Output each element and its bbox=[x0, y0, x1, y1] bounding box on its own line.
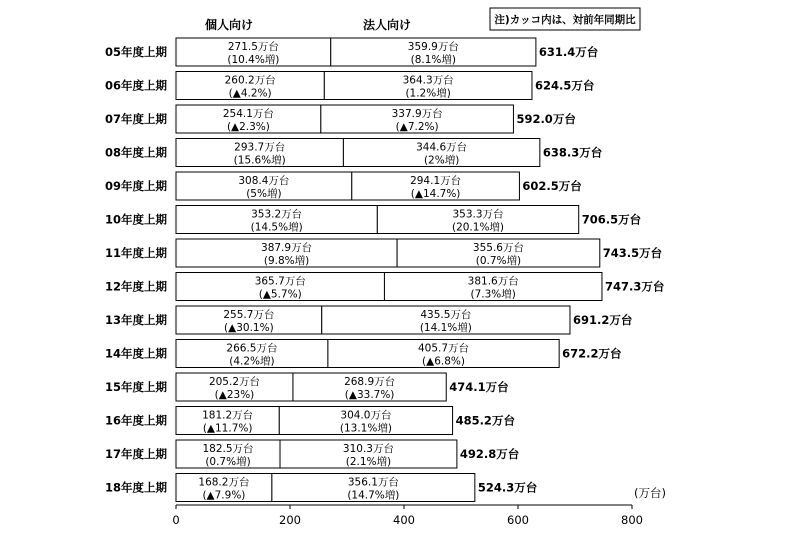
x-tick-label: 800 bbox=[621, 513, 643, 527]
bar-total-label: 631.4万台 bbox=[538, 45, 599, 59]
x-tick-label: 0 bbox=[172, 513, 180, 527]
bar-personal-change-label: (▲23%) bbox=[214, 389, 255, 401]
bar-corporate-change-label: (▲6.8%) bbox=[422, 355, 466, 368]
category-label: 06年度上期 bbox=[104, 78, 167, 93]
bar-corporate-value-label: 359.9万台 bbox=[407, 41, 459, 53]
bar-total-label: 524.3万台 bbox=[477, 480, 538, 495]
bar-personal-value-label: 181.2万台 bbox=[202, 409, 254, 422]
bar-total-label: 638.3万台 bbox=[542, 145, 603, 160]
note-text: 注)カッコ内は、対前年同期比 bbox=[494, 14, 636, 26]
bar-personal-value-label: 353.2万台 bbox=[251, 208, 303, 221]
bar-personal-value-label: 182.5万台 bbox=[202, 443, 254, 455]
bar-corporate-change-label: (0.7%増) bbox=[475, 255, 522, 267]
bar-corporate-change-label: (14.7%増) bbox=[347, 489, 400, 502]
bar-corporate-value-label: 268.9万台 bbox=[344, 376, 396, 388]
unit-label: (万台) bbox=[634, 486, 666, 500]
bar-corporate-change-label: (▲7.2%) bbox=[395, 121, 439, 133]
bar-corporate-value-label: 364.3万台 bbox=[402, 74, 454, 87]
x-tick-label: 400 bbox=[393, 513, 415, 527]
bar-personal-change-label: (9.8%増) bbox=[263, 255, 310, 267]
bar-personal-change-label: (▲4.2%) bbox=[228, 87, 272, 100]
bar-personal-change-label: (▲11.7%) bbox=[202, 422, 253, 435]
bar-corporate-change-label: (▲14.7%) bbox=[410, 188, 461, 200]
series-header-corporate: 法人向け bbox=[362, 18, 412, 32]
category-label: 17年度上期 bbox=[104, 447, 167, 461]
bar-total-label: 485.2万台 bbox=[455, 413, 515, 428]
category-label: 12年度上期 bbox=[104, 279, 167, 294]
category-label: 16年度上期 bbox=[104, 413, 167, 428]
bar-corporate-value-label: 294.1万台 bbox=[410, 175, 462, 187]
bar-personal-value-label: 271.5万台 bbox=[227, 41, 279, 53]
bar-personal-change-label: (▲7.9%) bbox=[202, 489, 246, 502]
bar-personal-value-label: 205.2万台 bbox=[208, 376, 261, 388]
bar-corporate-value-label: 353.3万台 bbox=[452, 208, 504, 221]
bar-corporate-change-label: (8.1%増) bbox=[410, 54, 457, 66]
x-tick-label: 600 bbox=[507, 513, 529, 527]
bar-personal-value-label: 308.4万台 bbox=[238, 175, 290, 187]
bar-corporate-value-label: 381.6万台 bbox=[467, 275, 519, 288]
bar-corporate-value-label: 304.0万台 bbox=[340, 409, 392, 422]
category-label: 09年度上期 bbox=[104, 179, 167, 193]
bar-total-label: 592.0万台 bbox=[516, 112, 576, 126]
bar-personal-change-label: (10.4%増) bbox=[227, 54, 280, 66]
bar-total-label: 706.5万台 bbox=[581, 212, 642, 227]
bar-corporate-value-label: 355.6万台 bbox=[472, 242, 524, 254]
category-label: 05年度上期 bbox=[104, 45, 167, 59]
bar-corporate-value-label: 344.6万台 bbox=[416, 141, 468, 154]
bar-total-label: 747.3万台 bbox=[604, 279, 665, 294]
bar-personal-change-label: (5%増) bbox=[246, 188, 282, 200]
bar-personal-value-label: 365.7万台 bbox=[254, 275, 306, 288]
bar-total-label: 474.1万台 bbox=[449, 380, 509, 394]
bar-corporate-change-label: (7.3%増) bbox=[470, 288, 516, 301]
bar-corporate-change-label: (20.1%増) bbox=[451, 221, 505, 234]
bar-personal-change-label: (▲30.1%) bbox=[224, 322, 274, 334]
bar-personal-change-label: (0.7%増) bbox=[205, 456, 251, 468]
bar-corporate-change-label: (1.2%増) bbox=[405, 87, 451, 100]
category-label: 10年度上期 bbox=[104, 212, 167, 227]
series-header-personal: 個人向け bbox=[204, 18, 254, 32]
bar-personal-value-label: 387.9万台 bbox=[261, 242, 313, 254]
bar-corporate-change-label: (2.1%増) bbox=[345, 456, 392, 468]
bar-personal-value-label: 260.2万台 bbox=[224, 74, 276, 87]
bar-total-label: 624.5万台 bbox=[534, 78, 595, 93]
bar-personal-change-label: (▲5.7%) bbox=[258, 288, 302, 301]
category-label: 13年度上期 bbox=[104, 313, 167, 327]
bar-corporate-value-label: 356.1万台 bbox=[347, 476, 399, 489]
category-label: 11年度上期 bbox=[104, 246, 167, 260]
bar-total-label: 602.5万台 bbox=[522, 179, 582, 193]
bar-personal-change-label: (▲2.3%) bbox=[226, 121, 270, 133]
bar-corporate-change-label: (2%増) bbox=[423, 154, 460, 167]
bar-corporate-value-label: 337.9万台 bbox=[391, 108, 443, 120]
bar-total-label: 691.2万台 bbox=[572, 313, 633, 327]
bar-personal-value-label: 293.7万台 bbox=[234, 141, 286, 154]
bar-corporate-change-label: (▲33.7%) bbox=[344, 389, 395, 401]
category-label: 14年度上期 bbox=[104, 346, 167, 361]
category-label: 15年度上期 bbox=[104, 380, 167, 394]
bar-personal-change-label: (15.6%増) bbox=[233, 154, 286, 167]
bar-corporate-change-label: (14.1%増) bbox=[419, 322, 472, 334]
category-label: 18年度上期 bbox=[104, 480, 167, 495]
bar-corporate-value-label: 310.3万台 bbox=[342, 443, 394, 455]
bar-corporate-value-label: 435.5万台 bbox=[420, 309, 472, 321]
category-label: 08年度上期 bbox=[104, 145, 167, 160]
bar-corporate-value-label: 405.7万台 bbox=[417, 342, 470, 355]
bars-group bbox=[105, 38, 665, 502]
bar-total-label: 672.2万台 bbox=[562, 346, 622, 361]
bar-total-label: 492.8万台 bbox=[459, 447, 520, 461]
ticks-group bbox=[172, 505, 643, 527]
bar-personal-change-label: (4.2%増) bbox=[229, 355, 275, 368]
category-label: 07年度上期 bbox=[104, 112, 167, 126]
x-tick-label: 200 bbox=[279, 513, 301, 527]
bar-personal-value-label: 168.2万台 bbox=[198, 476, 250, 489]
bar-personal-value-label: 266.5万台 bbox=[226, 342, 278, 355]
bar-total-label: 743.5万台 bbox=[602, 246, 663, 260]
bar-personal-value-label: 255.7万台 bbox=[223, 309, 275, 321]
bar-corporate-change-label: (13.1%増) bbox=[339, 422, 392, 435]
bar-personal-value-label: 254.1万台 bbox=[222, 108, 274, 120]
bar-personal-change-label: (14.5%増) bbox=[250, 221, 303, 234]
